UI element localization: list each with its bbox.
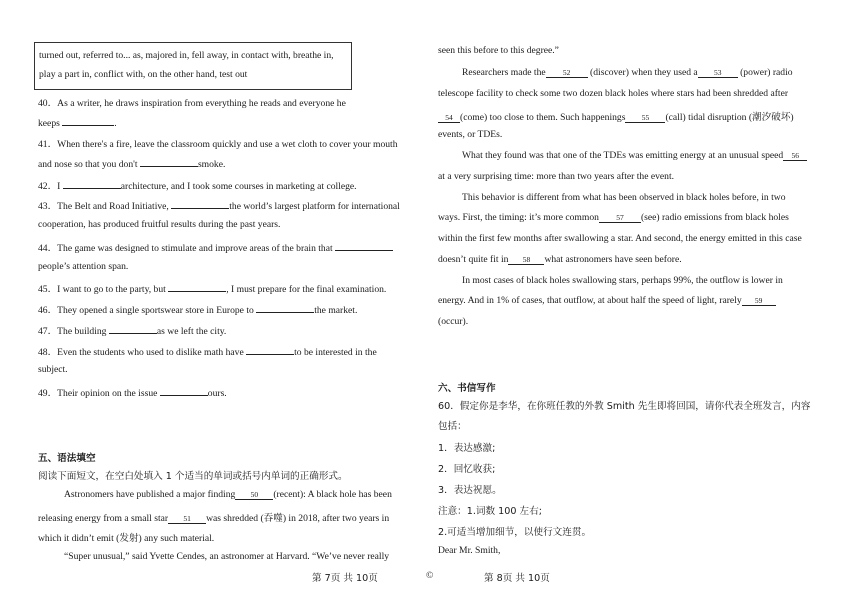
requirement-1: 1．表达感激;: [438, 443, 496, 454]
passage-line-5: seen this before to this degree.”: [438, 45, 559, 56]
passage-line-12: This behavior is different from what has been observed in black holes before, in two: [462, 192, 786, 203]
passage-line-10: What they found was that one of the TDEs was emitting energy at an unusual speed 56: [462, 150, 807, 161]
requirement-2: 2．回忆收获;: [438, 464, 496, 475]
question-43: 43．The Belt and Road Initiative, the world’s largest platform for international: [38, 201, 400, 212]
question-42: 42．I architecture, and I took some courses in marketing at college.: [38, 181, 357, 192]
question-60: 60．假定你是李华，在你班任教的外教 Smith 先生即将回国，请你代表全班发言，内容: [438, 401, 811, 412]
blank-53[interactable]: 53: [698, 68, 738, 78]
blank-50[interactable]: 50: [235, 490, 273, 500]
question-41-cont: and nose so that you don't smoke.: [38, 159, 226, 170]
question-44: 44．The game was designed to stimulate and improve areas of the brain that: [38, 240, 393, 254]
blank-52[interactable]: 52: [546, 68, 588, 78]
copyright-icon: ©: [426, 570, 434, 581]
passage-line-2: releasing energy from a small star 51 was shredded (吞噬) in 2018, after two years in: [38, 513, 390, 524]
blank-59[interactable]: 59: [742, 296, 776, 306]
answer-blank[interactable]: [62, 116, 114, 126]
passage-line-13: ways. First, the timing: it’s more common 57 (see) radio emissions from black holes: [438, 212, 789, 223]
question-49: 49．Their opinion on the issue ours.: [38, 388, 227, 399]
question-47: 47．The building as we left the city.: [38, 326, 227, 337]
section-5-heading: 五、语法填空: [38, 453, 96, 464]
passage-line-9: events, or TDEs.: [438, 129, 503, 140]
blank-51[interactable]: 51: [168, 514, 206, 524]
question-40: 40．As a writer, he draws inspiration from everything he reads and everyone he: [38, 98, 346, 109]
answer-blank[interactable]: [335, 241, 393, 251]
blank-56[interactable]: 56: [783, 151, 807, 161]
answer-blank[interactable]: [109, 324, 157, 334]
question-48: 48．Even the students who used to dislike math have to be interested in the: [38, 347, 377, 358]
passage-line-1: Astronomers have published a major finding 50 (recent): A black hole has been: [64, 489, 392, 500]
section-5-instruction: 阅读下面短文，在空白处填入 1 个适当的单词或括号内单词的正确形式。: [38, 471, 348, 482]
blank-57[interactable]: 57: [599, 213, 641, 223]
section-6-heading: 六、书信写作: [438, 383, 496, 394]
answer-blank[interactable]: [256, 303, 314, 313]
page-number-right: 第 8页 共 10页: [484, 573, 550, 584]
question-40-cont: keeps .: [38, 118, 117, 129]
word-bank-line-2: play a part in, conflict with, on the other hand, test out: [39, 69, 248, 80]
passage-line-16: In most cases of black holes swallowing stars, perhaps 99%, the outflow is lower in: [462, 275, 783, 286]
question-48-cont: subject.: [38, 364, 68, 375]
passage-line-15: doesn’t quite fit in 58 what astronomers have seen before.: [438, 254, 682, 265]
note-2: 2.可适当增加细节，以使行文连贯。: [438, 527, 592, 538]
passage-line-4: “Super unusual,” said Yvette Cendes, an astronomer at Harvard. “We’ve never really: [64, 551, 390, 562]
question-43-cont: cooperation, has produced fruitful results during the past years.: [38, 219, 281, 230]
answer-blank[interactable]: [63, 179, 121, 189]
question-44-cont: people’s attention span.: [38, 261, 129, 272]
requirement-3: 3．表达祝愿。: [438, 485, 502, 496]
question-46: 46．They opened a single sportswear store in Europe to the market.: [38, 305, 358, 316]
answer-blank[interactable]: [168, 282, 226, 292]
answer-blank[interactable]: [160, 386, 208, 396]
answer-blank[interactable]: [171, 199, 229, 209]
letter-greeting: Dear Mr. Smith,: [438, 545, 501, 556]
question-45: 45．I want to go to the party, but , I must prepare for the final examination.: [38, 284, 387, 295]
page-number-left: 第 7页 共 10页: [312, 573, 378, 584]
question-60-cont: 包括：: [438, 421, 467, 432]
blank-58[interactable]: 58: [508, 255, 544, 265]
passage-line-18: (occur).: [438, 316, 469, 327]
note-1: 注意：1.词数 100 左右;: [438, 506, 542, 517]
passage-line-11: at a very surprising time: more than two years after the event.: [438, 171, 675, 182]
passage-line-3: which it didn’t emit (发射) any such material.: [38, 533, 215, 544]
passage-line-17: energy. And in 1% of cases, that outflow, at about half the speed of light, rarely 59: [438, 295, 776, 306]
answer-blank[interactable]: [246, 345, 294, 355]
passage-line-7: telescope facility to check some two dozen black holes where stars had been shredded after: [438, 88, 789, 99]
passage-line-8: 54 (come) too close to them. Such happenings 55 (call) tidal disruption (潮汐破坏): [438, 109, 794, 123]
answer-blank[interactable]: [140, 157, 198, 167]
word-bank-line-1: turned out, referred to... as, majored in, fell away, in contact with, breathe in,: [39, 50, 334, 61]
blank-55[interactable]: 55: [625, 113, 665, 123]
blank-54[interactable]: 54: [438, 113, 460, 123]
word-bank-box: [34, 42, 352, 90]
passage-line-6: Researchers made the 52 (discover) when they used a 53 (power) radio: [462, 67, 793, 78]
question-41: 41．When there's a fire, leave the classroom quickly and use a wet cloth to cover your mouth: [38, 139, 398, 150]
passage-line-14: within the first few months after swallowing a star. And second, the energy emitted in this case: [438, 233, 802, 244]
